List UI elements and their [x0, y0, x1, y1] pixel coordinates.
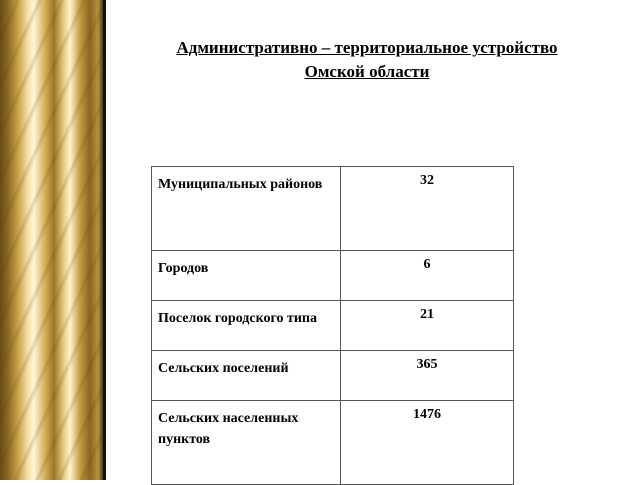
slide-title — [112, 36, 622, 84]
row-value: 365 — [341, 351, 514, 401]
title-line-1: Административно – территориальное устройство — [176, 38, 558, 57]
row-label: Муниципальных районов — [152, 167, 341, 251]
table-row — [152, 301, 514, 351]
row-value: 1476 — [341, 401, 514, 485]
table-row — [152, 351, 514, 401]
title-line-2: Омской области — [304, 62, 430, 81]
row-value: 32 — [341, 167, 514, 251]
table-row — [152, 401, 514, 485]
row-value: 6 — [341, 251, 514, 301]
row-label: Поселок городского типа — [152, 301, 341, 351]
row-value: 21 — [341, 301, 514, 351]
row-label: Сельских населенных пунктов — [152, 401, 341, 485]
decorative-gold-border — [0, 0, 106, 480]
statistics-table — [151, 166, 514, 485]
row-label: Городов — [152, 251, 341, 301]
table-row — [152, 251, 514, 301]
row-label: Сельских поселений — [152, 351, 341, 401]
table-row — [152, 167, 514, 251]
